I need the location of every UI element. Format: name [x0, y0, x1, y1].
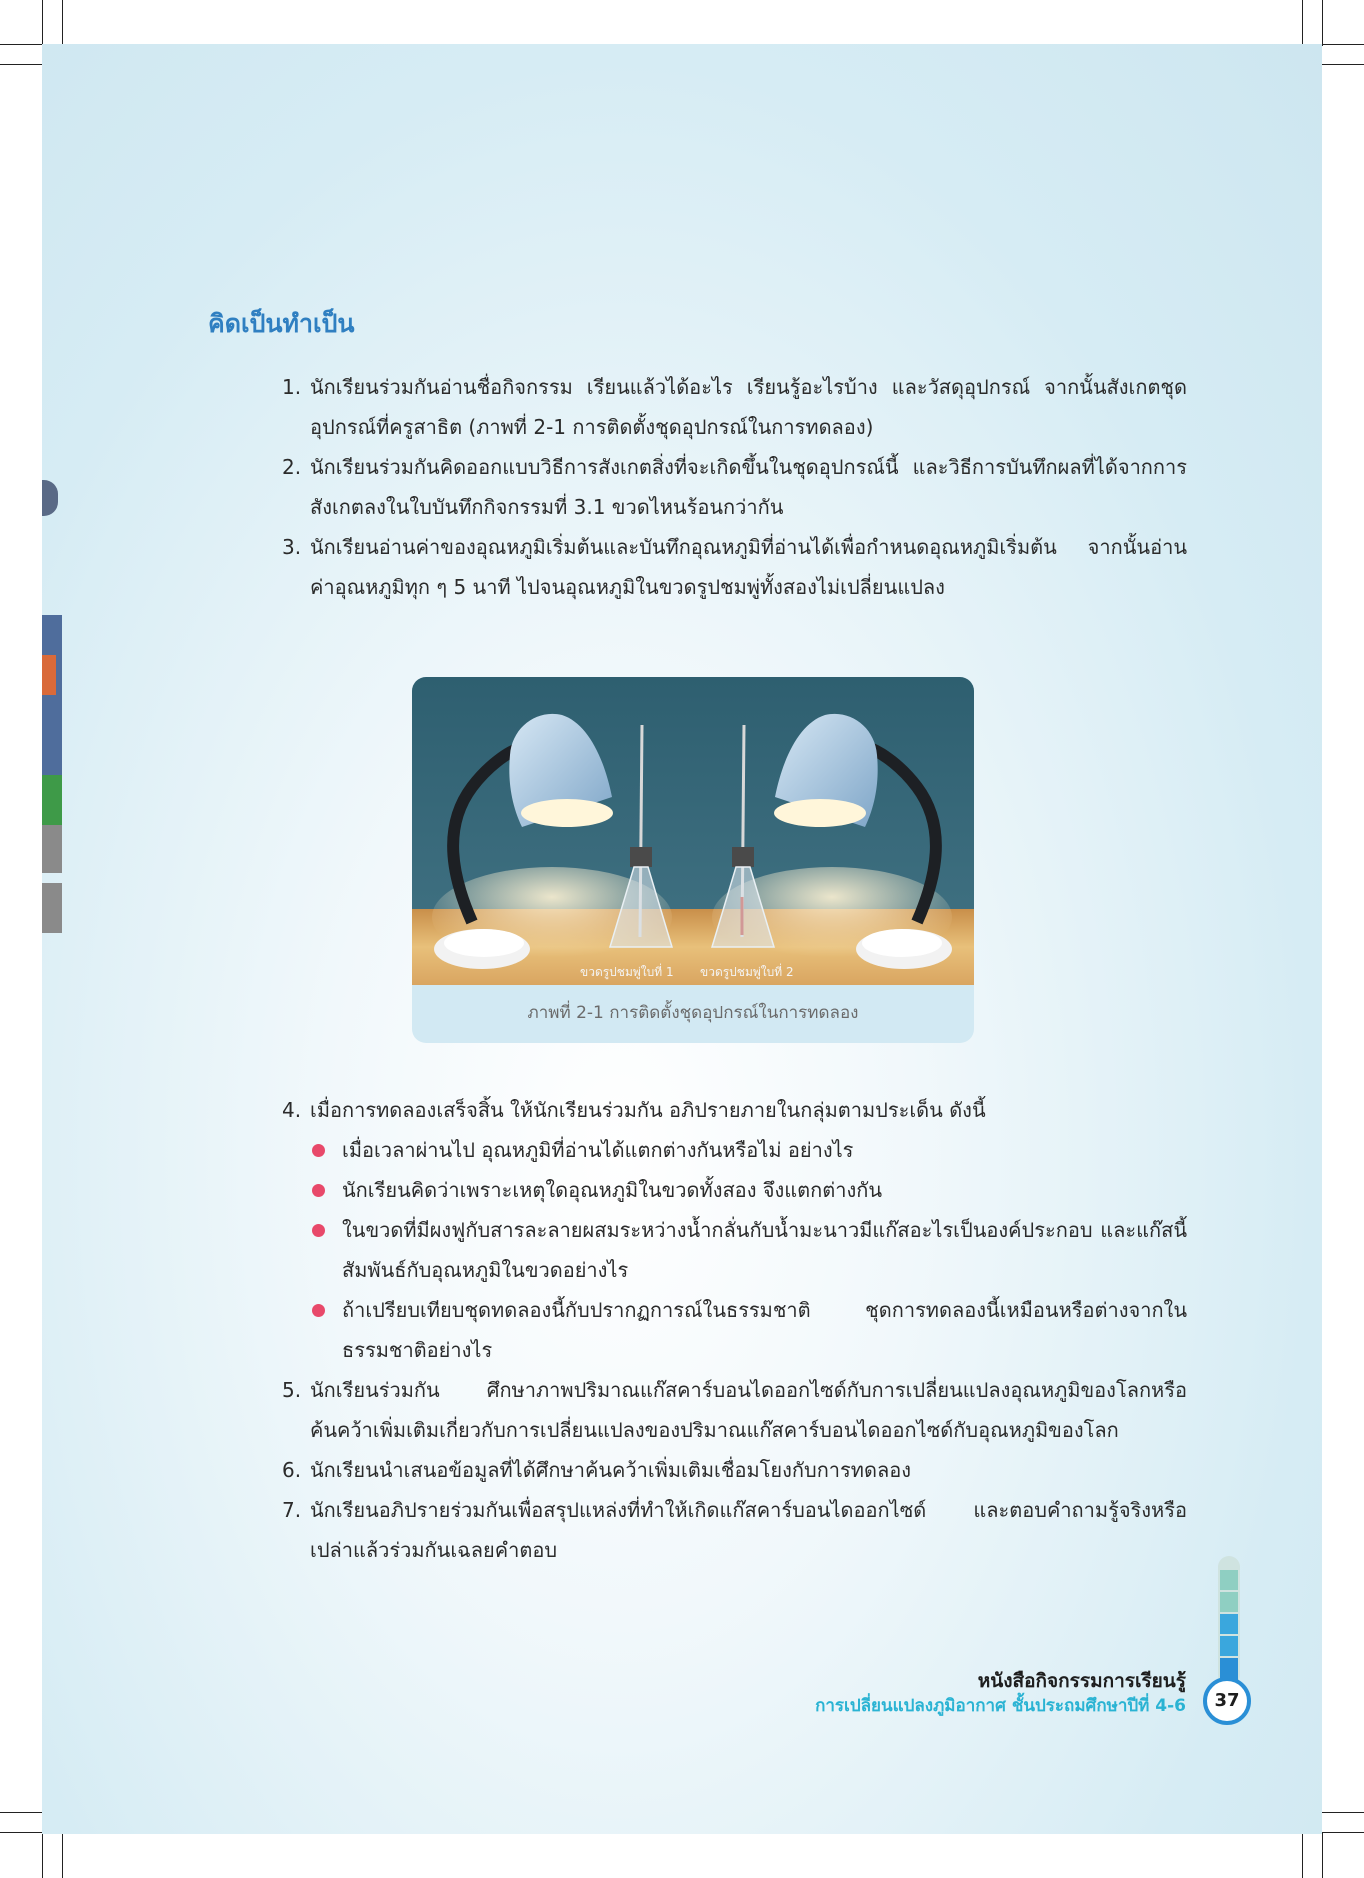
crop-mark — [62, 1832, 63, 1878]
book-subtitle: การเปลี่ยนแปลงภูมิอากาศ ชั้นประถมศึกษาปีที่ 4-6 — [815, 1696, 1186, 1716]
bullet-text: ในขวดที่มีผงฟูกับสารละลายผสมระหว่างน้ำกลั่นกับน้ำมะนาวมีแก๊สอะไรเป็นองค์ประกอบ และแก๊สนี้สัมพันธ์กับอุณหภูมิในขวดอย่างไร — [342, 1218, 1187, 1282]
step-number: 7. — [282, 1498, 302, 1522]
crop-mark — [1322, 1832, 1323, 1878]
section-heading: คิดเป็นทำเป็น — [208, 309, 355, 338]
bullet-dot — [312, 1224, 325, 1237]
step-text: นักเรียนนำเสนอข้อมูลที่ได้ศึกษาค้นคว้าเพิ่มเติมเชื่อมโยงกับการทดลอง — [310, 1458, 911, 1482]
thermometer-icon — [1218, 1556, 1240, 1686]
step-text: นักเรียนร่วมกันคิดออกแบบวิธีการสังเกตสิ่งที่จะเกิดขึ้นในชุดอุปกรณ์นี้ และวิธีการบันทึกผลที่ได้จากการสังเกตลงในใบบันทึกกิจกรรมที่ 3.1 ขวดไหนร้อนกว่ากัน — [310, 455, 1187, 519]
list-item — [282, 1490, 1187, 1570]
edge-strip — [42, 883, 62, 933]
step-number: 5. — [282, 1378, 302, 1402]
step-text: นักเรียนอ่านค่าของอุณหภูมิเริ่มต้นและบันทึกอุณหภูมิที่อ่านได้เพื่อกำหนดอุณหภูมิเริ่มต้น จากนั้นอ่านค่าอุณหภูมิทุก ๆ 5 นาที ไปจนอุณหภูมิในขวดรูปชมพู่ทั้งสองไม่เปลี่ยนแปลง — [310, 535, 1187, 599]
crop-mark — [1318, 1832, 1364, 1833]
crop-mark — [1318, 44, 1364, 45]
crop-mark — [1318, 1812, 1364, 1813]
crop-mark — [0, 64, 46, 65]
crop-mark — [42, 0, 43, 46]
page-number: 37 — [1203, 1677, 1251, 1725]
list-item — [282, 527, 1187, 607]
bullet-item — [282, 1130, 1187, 1170]
bullet-dot — [312, 1144, 325, 1157]
list-item — [282, 1370, 1187, 1450]
flask-label-1: ขวดรูปชมพู่ใบที่ 1 — [580, 965, 674, 979]
bullet-dot — [312, 1184, 325, 1197]
bullet-text: ถ้าเปรียบเทียบชุดทดลองนี้กับปรากฏการณ์ในธรรมชาติ ชุดการทดลองนี้เหมือนหรือต่างจากในธรรมชาติอย่างไร — [342, 1298, 1187, 1362]
edge-strip — [42, 775, 62, 825]
crop-mark — [0, 44, 46, 45]
steps-list-bottom — [282, 1090, 1187, 1570]
steps-list-top — [282, 367, 1187, 607]
crop-mark — [1322, 0, 1323, 46]
list-item — [282, 447, 1187, 527]
step-number: 3. — [282, 535, 302, 559]
bullet-item — [282, 1290, 1187, 1370]
experiment-figure — [412, 677, 974, 1043]
list-item — [282, 367, 1187, 447]
crop-mark — [0, 1812, 46, 1813]
crop-mark — [1302, 1832, 1303, 1878]
bullet-text: เมื่อเวลาผ่านไป อุณหภูมิที่อ่านได้แตกต่างกันหรือไม่ อย่างไร — [342, 1138, 854, 1162]
edge-strip — [42, 655, 56, 695]
step-number: 6. — [282, 1458, 302, 1482]
edge-strip — [42, 615, 62, 775]
bullet-dot — [312, 1304, 325, 1317]
step-text: นักเรียนร่วมกัน ศึกษาภาพปริมาณแก๊สคาร์บอนไดออกไซด์กับการเปลี่ยนแปลงอุณหภูมิของโลกหรือค้นคว้าเพิ่มเติมเกี่ยวกับการเปลี่ยนแปลงของปริมาณแก๊สคาร์บอนไดออกไซด์กับอุณหภูมิของโลก — [310, 1378, 1187, 1442]
step-number: 1. — [282, 375, 302, 399]
step-text: เมื่อการทดลองเสร็จสิ้น ให้นักเรียนร่วมกัน อภิปรายภายในกลุ่มตามประเด็น ดังนี้ — [310, 1098, 986, 1122]
flask-label-2: ขวดรูปชมพู่ใบที่ 2 — [700, 965, 794, 979]
step-text: นักเรียนอภิปรายร่วมกันเพื่อสรุปแหล่งที่ทำให้เกิดแก๊สคาร์บอนไดออกไซด์ และตอบคำถามรู้จริงหรือเปล่าแล้วร่วมกันเฉลยคำตอบ — [310, 1498, 1187, 1562]
crop-mark — [1318, 64, 1364, 65]
step-number: 4. — [282, 1098, 302, 1122]
step-text: นักเรียนร่วมกันอ่านชื่อกิจกรรม เรียนแล้วได้อะไร เรียนรู้อะไรบ้าง และวัสดุอุปกรณ์ จากนั้นสังเกตชุดอุปกรณ์ที่ครูสาธิต (ภาพที่ 2-1 การติดตั้งชุดอุปกรณ์ในการทดลอง) — [310, 375, 1187, 439]
crop-mark — [0, 1832, 46, 1833]
step-number: 2. — [282, 455, 302, 479]
list-item — [282, 1450, 1187, 1490]
book-title: หนังสือกิจกรรมการเรียนรู้ — [977, 1670, 1186, 1692]
edge-strip — [42, 825, 62, 873]
experiment-photo — [412, 677, 974, 985]
crop-mark — [42, 1832, 43, 1878]
bullet-item — [282, 1170, 1187, 1210]
figure-caption: ภาพที่ 2-1 การติดตั้งชุดอุปกรณ์ในการทดลอง — [527, 1003, 859, 1023]
crop-mark — [1302, 0, 1303, 46]
crop-mark — [62, 0, 63, 46]
bullet-item — [282, 1210, 1187, 1290]
bullet-text: นักเรียนคิดว่าเพราะเหตุใดอุณหภูมิในขวดทั้งสอง จึงแตกต่างกัน — [342, 1178, 883, 1202]
list-item — [282, 1090, 1187, 1130]
